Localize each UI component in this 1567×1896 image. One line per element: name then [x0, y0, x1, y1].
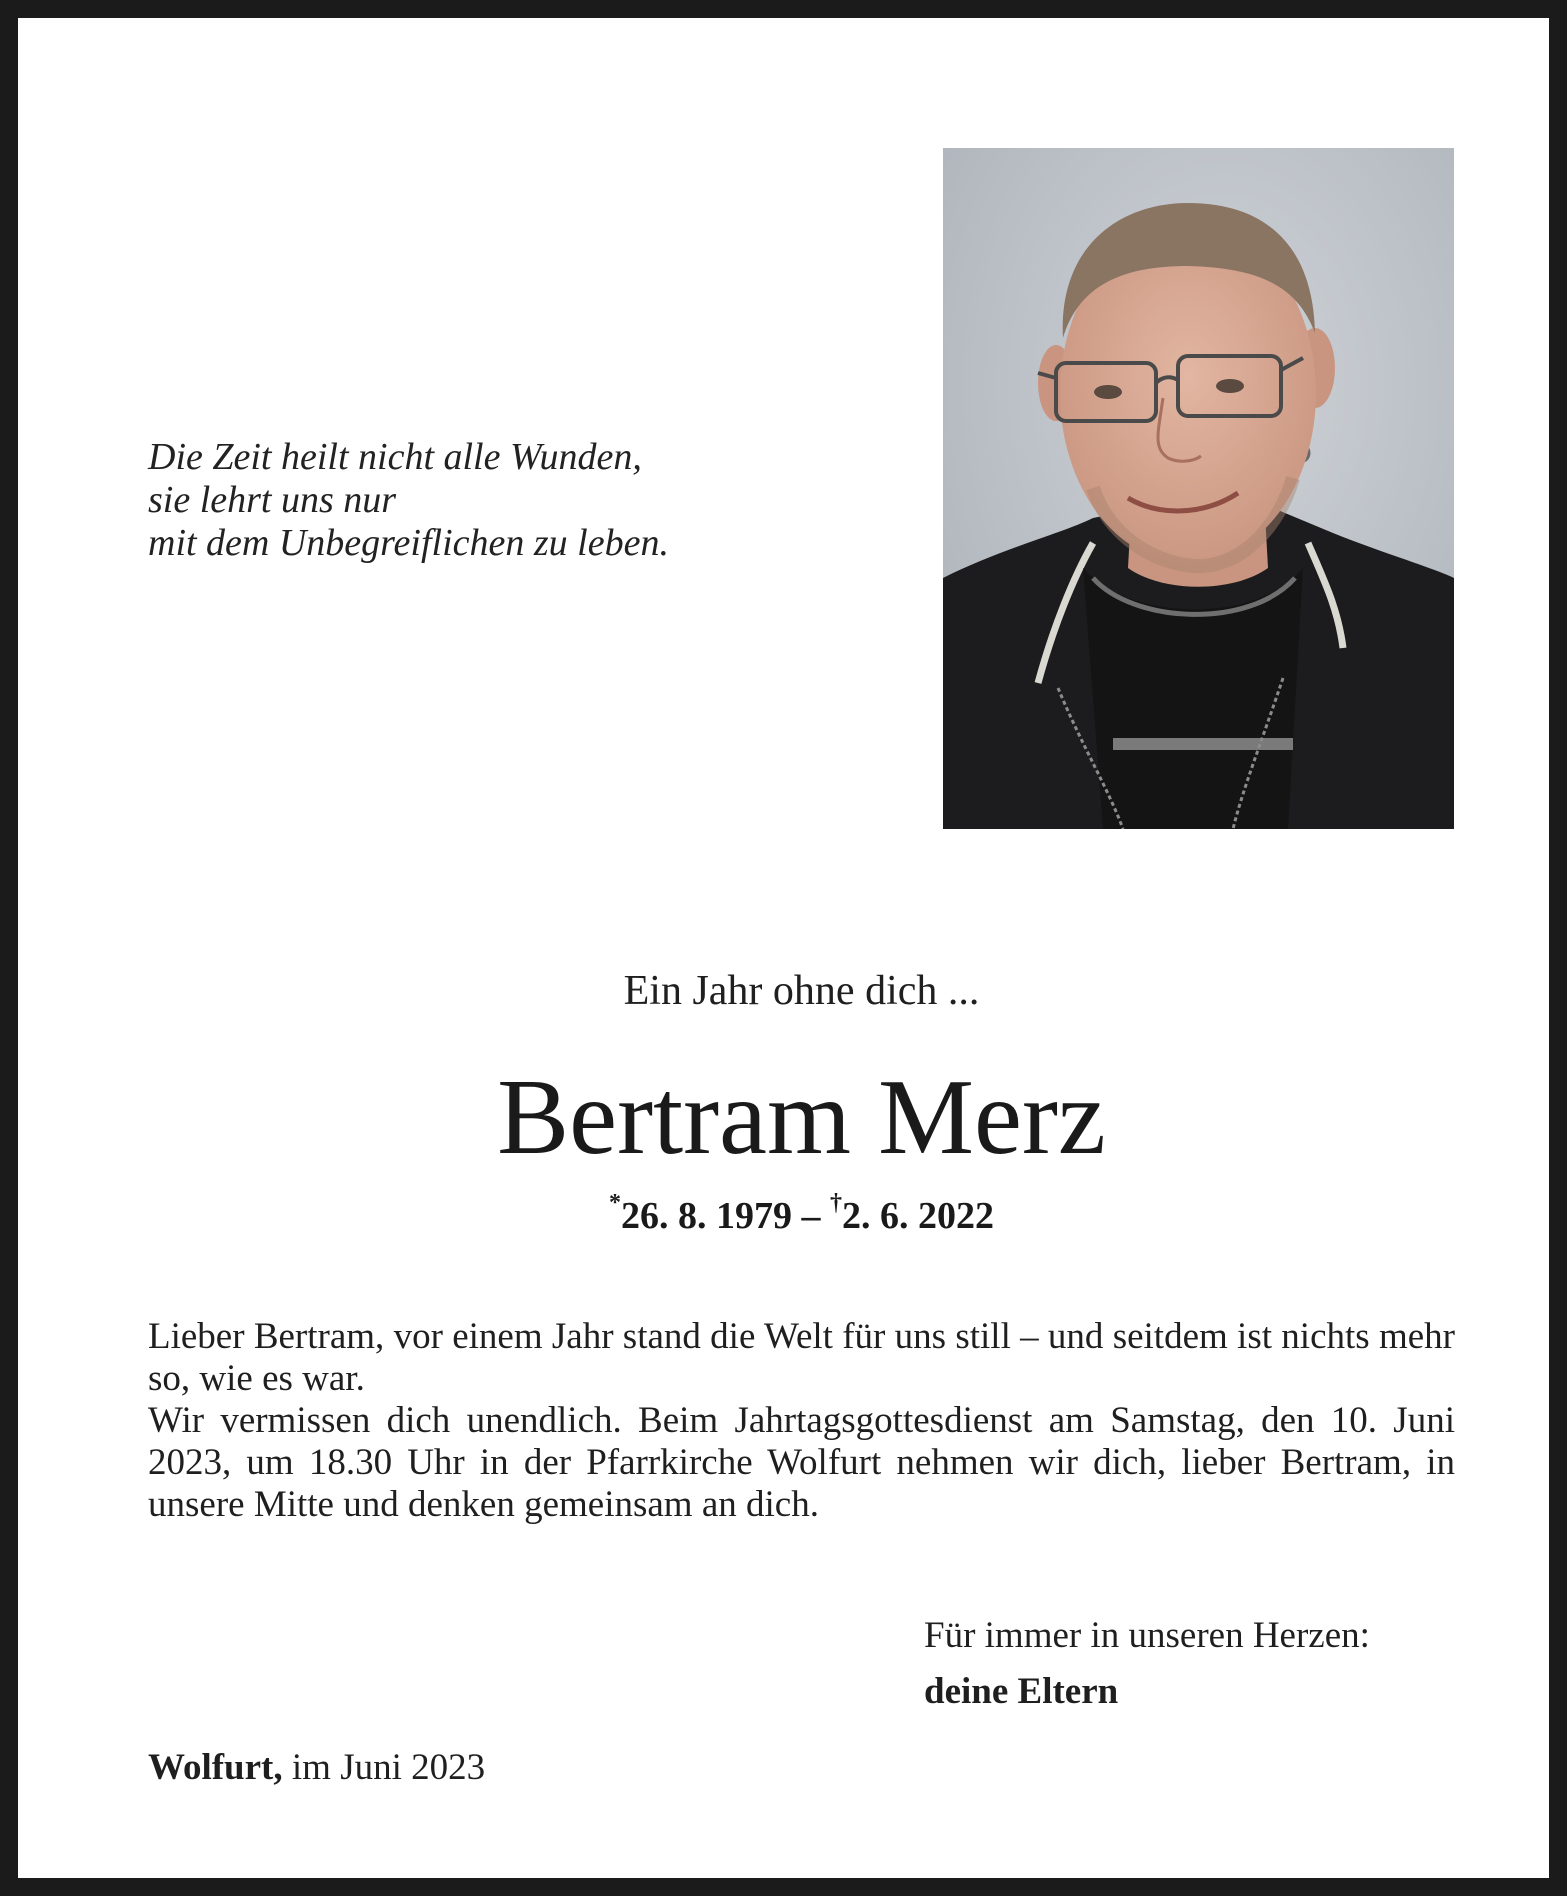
signature: deine Eltern — [924, 1671, 1119, 1712]
closing-line: Für immer in unseren Herzen: — [924, 1615, 1370, 1656]
message-paragraph: Lieber Bertram, vor einem Jahr stand die Welt für uns still – und seitdem ist nichts mehr so, wie es war. — [148, 1316, 1455, 1399]
publication-date: im Juni 2023 — [282, 1747, 486, 1788]
quote-line: mit dem Unbegreiflichen zu leben. — [148, 522, 669, 564]
quote-line: Die Zeit heilt nicht alle Wunden, — [148, 436, 642, 478]
life-dates — [18, 1190, 1567, 1239]
place-and-date — [148, 1743, 485, 1793]
intro-line: Ein Jahr ohne dich ... — [623, 968, 980, 1014]
message-paragraph: Wir vermissen dich unendlich. Beim Jahrtagsgottesdienst am Samstag, den 10. Juni 2023, um 18.30 Uhr in der Pfarrkirche Wolfurt nehmen wir dich, lieber Bertram, in unsere Mitte und denken gemeinsam an dich. — [148, 1400, 1455, 1525]
quote-line: sie lehrt uns nur — [148, 479, 397, 521]
death-cross-icon: † — [830, 1190, 842, 1217]
birth-date: 26. 8. 1979 — [621, 1195, 792, 1237]
closing-block — [924, 1608, 1444, 1720]
portrait-photo — [943, 148, 1454, 829]
portrait-illustration — [943, 148, 1454, 829]
memorial-quote — [148, 436, 708, 565]
date-separator: – — [792, 1195, 830, 1237]
birth-star-icon: * — [609, 1190, 621, 1217]
death-date: 2. 6. 2022 — [842, 1195, 994, 1237]
memorial-message — [148, 1316, 1455, 1526]
town-name: Wolfurt, — [148, 1747, 283, 1788]
deceased-name: Bertram Merz — [497, 1058, 1106, 1177]
